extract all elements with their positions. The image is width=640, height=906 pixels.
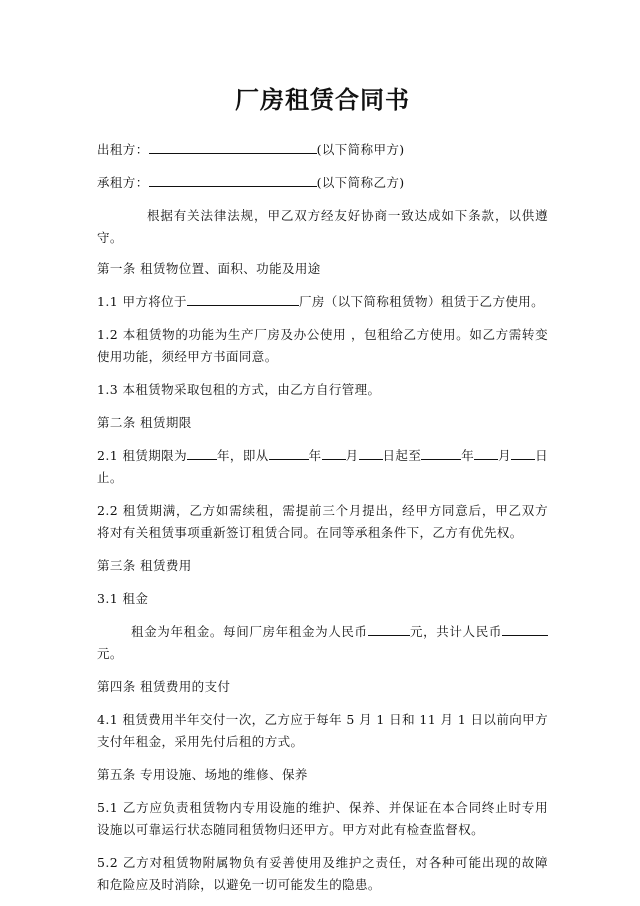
clause-2-1-text-e: 日起至 <box>382 448 422 463</box>
end-year-blank <box>421 445 461 460</box>
document-title: 厂房租赁合同书 <box>235 85 410 114</box>
clause-5-1: 5.1 乙方应负责租赁物内专用设施的维护、保养、并保证在本合同终止时专用设施以可靠运行状态随同租赁物归还甲方。甲方对此有检查监督权。 <box>97 800 548 837</box>
clause-3-1-text-c: 元。 <box>97 646 123 661</box>
clause-1-1 <box>97 291 548 313</box>
clause-1-2: 1.2 本租赁物的功能为生产厂房及办公使用 ，包租给乙方使用。如乙方需转变使用功能，须经甲方书面同意。 <box>97 327 548 364</box>
lessor-note: (以下简称甲方) <box>316 142 405 157</box>
lessor-line <box>97 139 548 161</box>
article-1-heading: 第一条 租赁物位置、面积、功能及用途 <box>97 261 321 276</box>
start-month-blank <box>322 445 346 460</box>
rent-total-blank <box>502 621 548 636</box>
rent-per-unit-blank <box>368 621 410 636</box>
clause-5-2: 5.2 乙方对租赁物附属物负有妥善使用及维护之责任，对各种可能出现的故障和危险应及时消除，以避免一切可能发生的隐患。 <box>97 855 548 892</box>
lessee-note: (以下简称乙方) <box>316 175 405 190</box>
clause-2-1-text-c: 年 <box>308 448 322 463</box>
clause-4-1: 4.1 租赁费用半年交付一次，乙方应于每年 5 月 1 日和 11 月 1 日以前向甲方支付年租金，采用先付后租的方式。 <box>97 712 548 749</box>
lessee-line <box>97 172 548 194</box>
clause-2-1-text-d: 月 <box>345 448 359 463</box>
clause-3-1-heading: 3.1 租金 <box>97 591 149 606</box>
article-2-heading: 第二条 租赁期限 <box>97 415 192 430</box>
lessor-blank <box>149 139 317 154</box>
start-year-blank <box>269 445 309 460</box>
clause-2-1 <box>97 445 548 489</box>
clause-2-1-text-f: 年 <box>461 448 475 463</box>
clause-3-1-text-a: 租金为年租金。每间厂房年租金为人民币 <box>131 624 368 639</box>
article-4-heading: 第四条 租赁费用的支付 <box>97 679 231 694</box>
end-day-blank <box>511 445 535 460</box>
term-years-blank <box>187 445 217 460</box>
start-day-blank <box>359 445 383 460</box>
end-month-blank <box>474 445 498 460</box>
lessee-label: 承租方： <box>97 175 149 190</box>
clause-2-1-text-h: 日止。 <box>97 448 549 485</box>
clause-1-3: 1.3 本租赁物采取包租的方式，由乙方自行管理。 <box>97 382 381 397</box>
article-5-heading: 第五条 专用设施、场地的维修、保养 <box>97 767 308 782</box>
lessee-blank <box>149 172 317 187</box>
clause-3-1 <box>97 621 548 665</box>
clause-1-1-text-a: 1.1 甲方将位于 <box>97 294 187 309</box>
clause-2-2: 2.2 租赁期满，乙方如需续租，需提前三个月提出，经甲方同意后，甲乙双方将对有关租赁事项重新签订租赁合同。在同等承租条件下，乙方有优先权。 <box>97 503 548 540</box>
clause-2-1-text-a: 2.1 租赁期限为 <box>97 448 188 463</box>
article-3-heading: 第三条 租赁费用 <box>97 558 192 573</box>
location-blank <box>187 291 299 306</box>
clause-1-1-text-b: 厂房（以下简称租赁物）租赁于乙方使用。 <box>298 294 545 309</box>
clause-2-1-text-b: 年，即从 <box>217 448 269 463</box>
clause-3-1-text-b: 元，共计人民币 <box>409 624 502 639</box>
lessor-label: 出租方： <box>97 142 149 157</box>
clause-2-1-text-g: 月 <box>498 448 512 463</box>
preamble: 根据有关法律法规，甲乙双方经友好协商一致达成如下条款，以供遵守。 <box>97 208 548 245</box>
